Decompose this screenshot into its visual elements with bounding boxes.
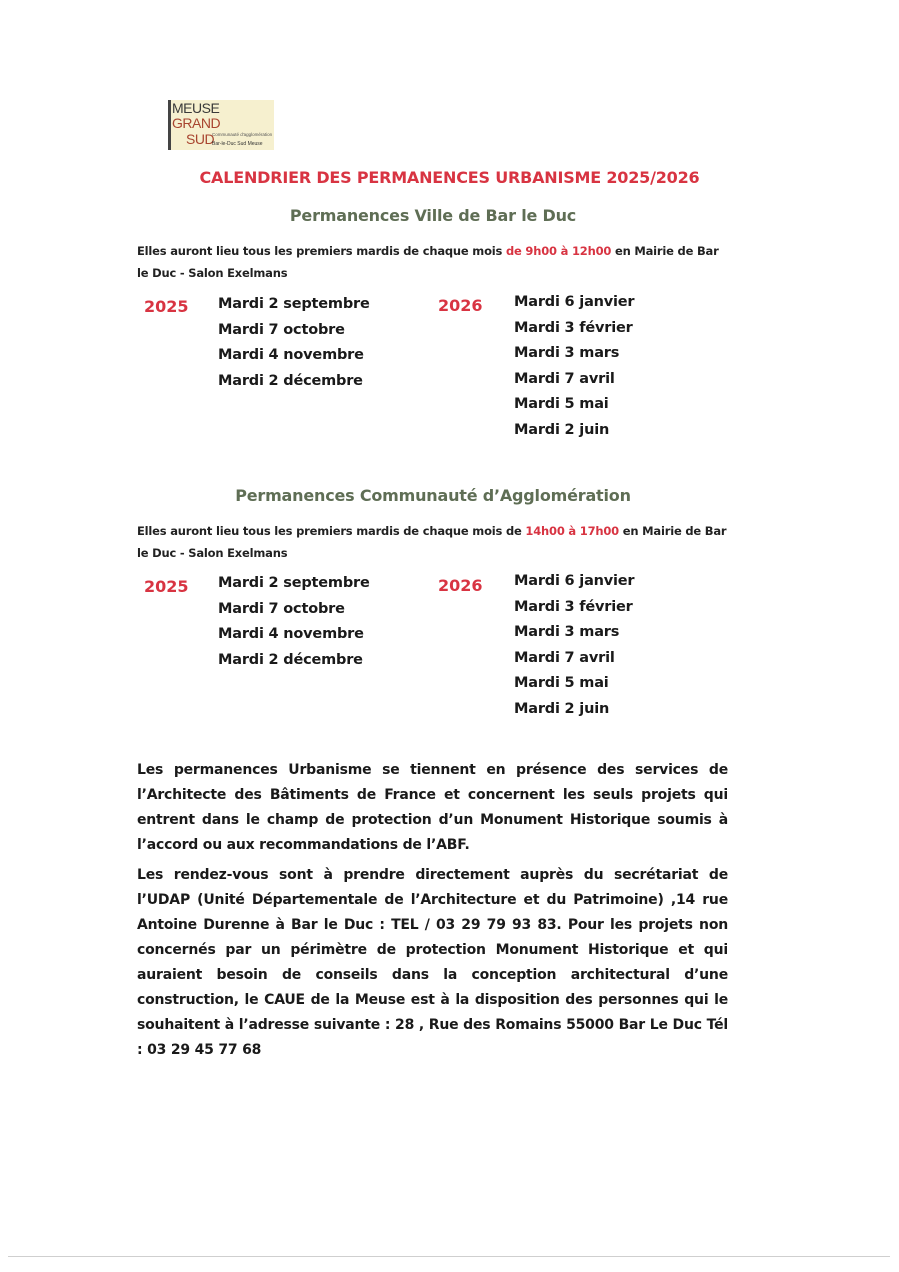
date-item: Mardi 2 décembre [218, 372, 363, 389]
date-item: Mardi 3 février [514, 319, 633, 336]
logo-tagline-2: Bar-le-Duc Sud Meuse [212, 141, 263, 147]
intro-hours-highlight: de 9h00 à 12h00 [505, 244, 612, 258]
section-heading-agglomeration: Permanences Communauté d’Agglomération [235, 486, 631, 505]
page-title: CALENDRIER DES PERMANENCES URBANISME 2025/2026 [199, 168, 700, 187]
meuse-grand-sud-logo [168, 100, 274, 150]
date-item: Mardi 3 février [514, 598, 633, 615]
date-item: Mardi 4 novembre [218, 347, 364, 363]
logo-line-meuse: MEUSE [172, 100, 220, 116]
date-list-2026 [514, 290, 634, 443]
abf-info-paragraph: Les permanences Urbanisme se tiennent en présence des services de l’Architecte des Bâtiments de France et concernent les seuls projets qui entrent dans le champ de protection d’un Monument Historique soumis à l’accord ou aux recommandations de l’ABF. [137, 762, 728, 853]
logo-line-sud: SUD [186, 131, 215, 147]
date-item: Mardi 7 avril [514, 649, 615, 666]
year-label-2025: 2025 [144, 577, 189, 596]
year-label-2026: 2026 [438, 296, 483, 315]
intro-text: Elles auront lieu tous les premiers mardis de chaque mois de [137, 524, 526, 538]
intro-text: Elles auront lieu tous les premiers mardis de chaque mois [137, 244, 506, 258]
date-item: Mardi 7 avril [514, 370, 615, 387]
logo-line-grand: GRAND [172, 115, 221, 131]
date-item: Mardi 3 mars [514, 345, 620, 361]
date-item: Mardi 2 septembre [218, 575, 370, 591]
date-item: Mardi 2 juin [514, 421, 610, 438]
intro-hours-highlight: 14h00 à 17h00 [525, 524, 619, 538]
date-list-2025 [218, 292, 370, 394]
date-item: Mardi 7 octobre [218, 600, 345, 617]
date-item: Mardi 5 mai [514, 396, 609, 412]
logo-bar [168, 100, 171, 150]
date-item: Mardi 2 juin [514, 700, 610, 717]
date-item: Mardi 3 mars [514, 624, 620, 640]
scan-edge-divider [8, 1256, 890, 1257]
date-list-2026 [514, 569, 634, 722]
intro-text: en Mairie de Bar le Duc - Salon Exelmans [137, 244, 719, 280]
section-heading-ville: Permanences Ville de Bar le Duc [289, 206, 577, 225]
section-intro-ville [137, 240, 732, 284]
date-item: Mardi 2 décembre [218, 651, 363, 668]
section-intro-agglomeration [137, 520, 732, 564]
date-item: Mardi 5 mai [514, 675, 609, 691]
appointment-info-paragraph: Les rendez-vous sont à prendre directement auprès du secrétariat de l’UDAP (Unité Départementale de l’Architecture et du Patrimoine) ,14 rue Antoine Durenne à Bar le Duc : TEL / 03 29 79 93 83. Pour les projets non concernés par un périmètre de protection Monument Historique et qui auraient besoin de conseils dans la conception architectural d’une construction, le CAUE de la Meuse est à la disposition des personnes qui le souhaitent à l’adresse suivante : 28 , Rue des Romains 55000 Bar Le Duc Tél : 03 29 45 77 68 [137, 867, 728, 1058]
date-item: Mardi 4 novembre [218, 626, 364, 642]
date-item: Mardi 2 septembre [218, 296, 370, 312]
year-label-2025: 2025 [144, 297, 189, 316]
year-label-2026: 2026 [438, 576, 483, 595]
date-item: Mardi 7 octobre [218, 321, 345, 338]
date-item: Mardi 6 janvier [514, 294, 635, 310]
date-list-2025 [218, 571, 370, 673]
date-item: Mardi 6 janvier [514, 573, 635, 589]
logo-tagline: Communauté d'agglomération [212, 132, 273, 137]
intro-text: en Mairie de Bar le Duc - Salon Exelmans [137, 524, 727, 560]
